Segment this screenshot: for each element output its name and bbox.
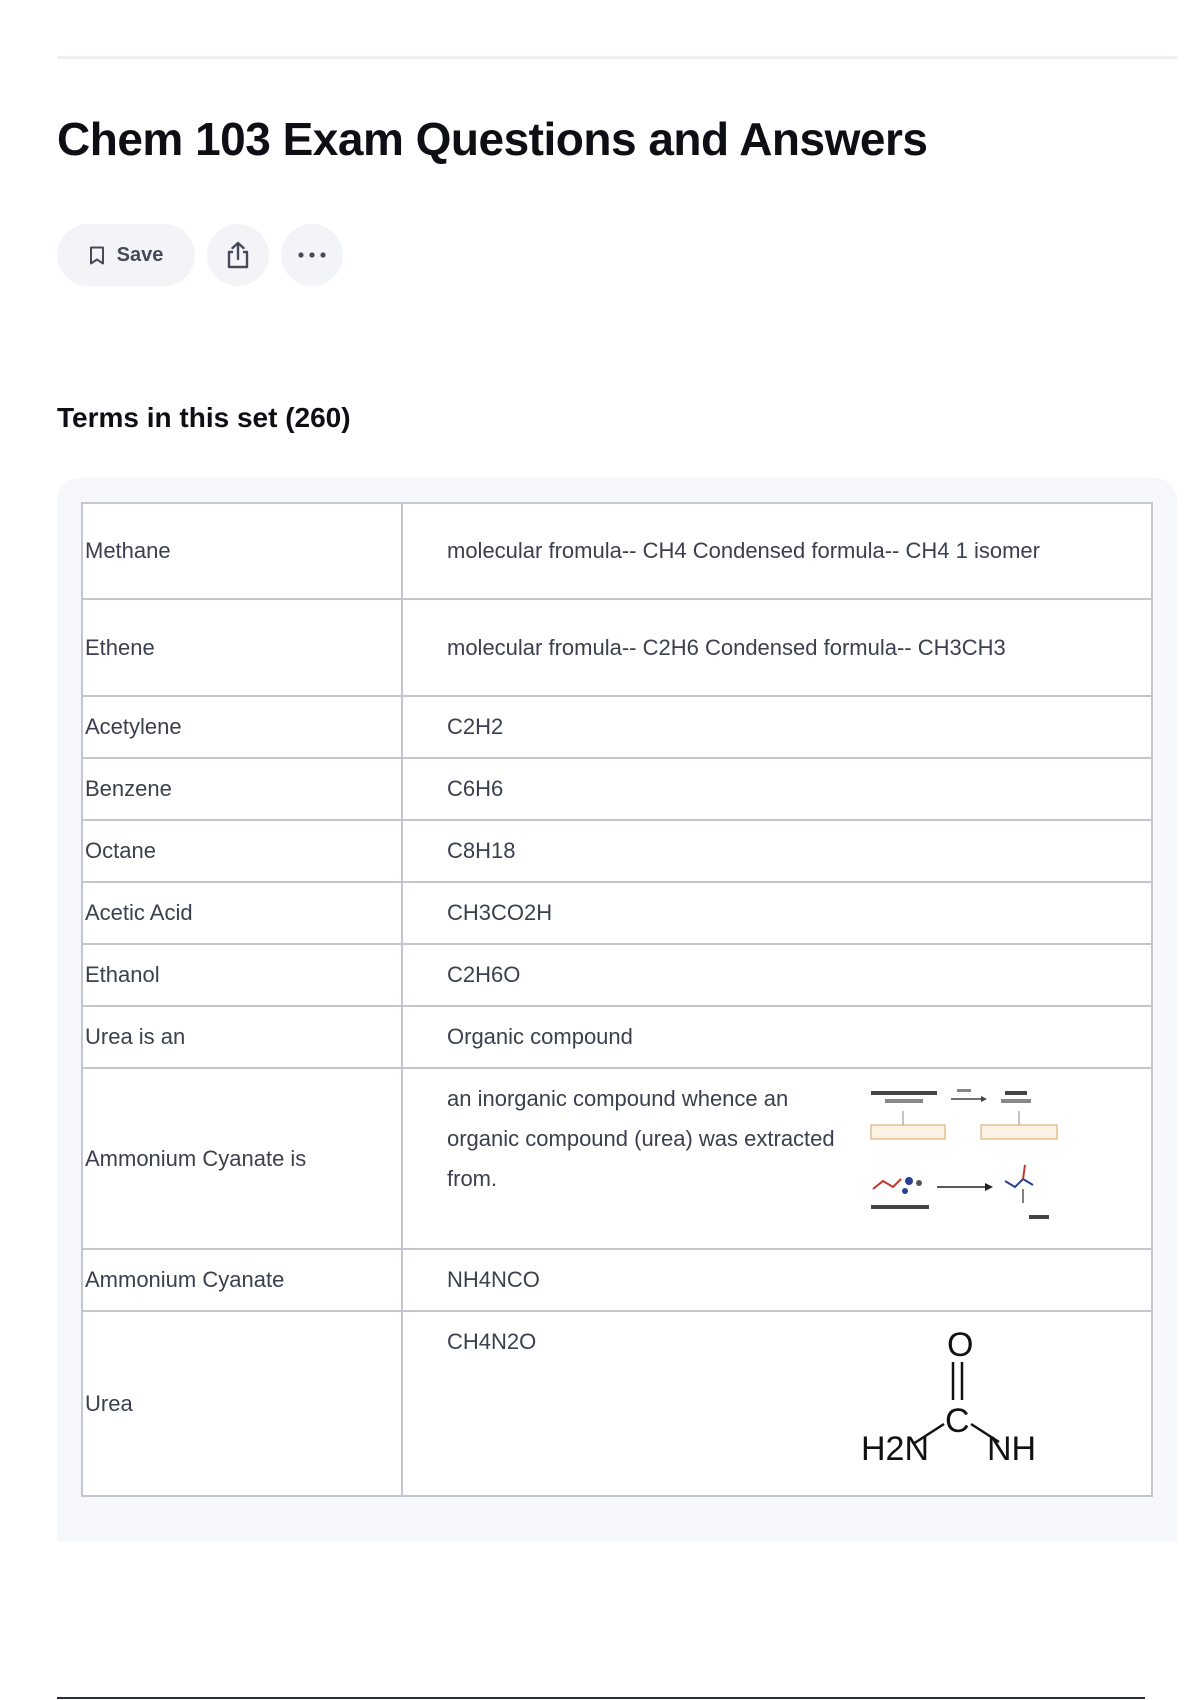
bookmark-icon — [89, 246, 105, 265]
definition-cell: C2H6O — [402, 944, 1152, 1006]
definition-text: CH4N2O — [447, 1329, 537, 1354]
term-cell: Urea — [82, 1311, 402, 1496]
save-label: Save — [116, 243, 164, 266]
table-row — [82, 1068, 1152, 1249]
terms-table — [81, 502, 1153, 1497]
table-row — [82, 1249, 1152, 1311]
definition-cell: molecular fromula-- C2H6 Condensed formula-- CH3CH3 — [402, 599, 1152, 696]
terms-card — [57, 478, 1177, 1542]
table-row — [82, 503, 1152, 599]
term-cell: Urea is an — [82, 1006, 402, 1068]
table-row — [82, 1311, 1152, 1496]
oxygen-atom-label: O — [947, 1326, 974, 1364]
top-divider — [57, 56, 1177, 59]
amine-right-label: NH — [987, 1430, 1037, 1468]
amine-left-label: H2N — [861, 1430, 930, 1468]
term-cell: Ethanol — [82, 944, 402, 1006]
page-title: Chem 103 Exam Questions and Answers — [57, 113, 928, 165]
definition-cell: C8H18 — [402, 820, 1152, 882]
term-cell: Acetylene — [82, 696, 402, 758]
table-row — [82, 696, 1152, 758]
urea-synthesis-diagram — [869, 1085, 1059, 1238]
term-cell: Methane — [82, 503, 402, 599]
definition-cell: C2H2 — [402, 696, 1152, 758]
term-cell: Ethene — [82, 599, 402, 696]
share-button[interactable] — [207, 224, 269, 286]
term-cell: Acetic Acid — [82, 882, 402, 944]
term-cell: Benzene — [82, 758, 402, 820]
share-icon — [224, 240, 252, 270]
urea-structure-diagram — [861, 1322, 1051, 1485]
term-cell: Ammonium Cyanate is — [82, 1068, 402, 1249]
more-options-button[interactable] — [281, 224, 343, 286]
save-button[interactable] — [57, 224, 195, 286]
carbon-atom-label: C — [945, 1402, 970, 1440]
definition-cell — [402, 1311, 1152, 1496]
definition-cell: NH4NCO — [402, 1249, 1152, 1311]
table-row — [82, 758, 1152, 820]
table-row — [82, 599, 1152, 696]
term-cell: Ammonium Cyanate — [82, 1249, 402, 1311]
definition-cell — [402, 1068, 1152, 1249]
action-bar — [57, 224, 343, 286]
table-row — [82, 944, 1152, 1006]
bottom-divider — [57, 1697, 1145, 1699]
table-row — [82, 820, 1152, 882]
definition-cell: molecular fromula-- CH4 Condensed formula-- CH4 1 isomer — [402, 503, 1152, 599]
definition-cell: C6H6 — [402, 758, 1152, 820]
definition-cell: CH3CO2H — [402, 882, 1152, 944]
table-row — [82, 1006, 1152, 1068]
definition-text: an inorganic compound whence an organic compound (urea) was extracted from. — [447, 1086, 835, 1191]
term-cell: Octane — [82, 820, 402, 882]
more-icon — [298, 252, 326, 258]
table-row — [82, 882, 1152, 944]
terms-count-heading: Terms in this set (260) — [57, 402, 351, 433]
definition-cell: Organic compound — [402, 1006, 1152, 1068]
